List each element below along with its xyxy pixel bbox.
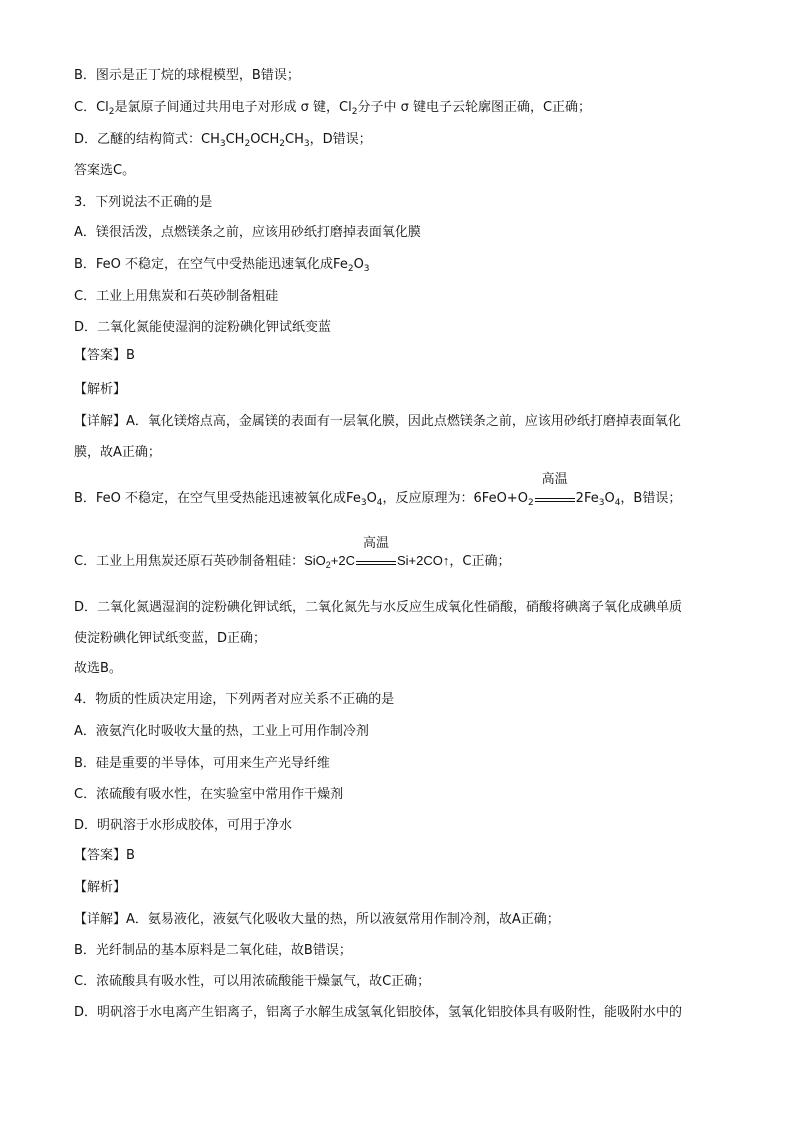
text: B．硅是重要的半导体，可用来生产光导纤维: [74, 756, 330, 771]
answer-line: [74, 161, 734, 181]
text: 【解析】: [74, 382, 127, 397]
subscript: 4: [614, 498, 621, 508]
question-title: [74, 690, 734, 710]
text: D．二氧化氮遇湿润的淀粉碘化钾试纸，二氧化氮先与水反应生成氧化性硝酸，硝酸将碘离子氧化成碘单质: [74, 600, 683, 615]
subscript: 3: [363, 264, 370, 274]
text: C．浓硫酸具有吸水性，可以用浓硫酸能干燥氯气，故C正确；: [74, 974, 431, 989]
text: 【详解】A．氨易液化，液氨气化吸收大量的热，所以液氨常用作制冷剂，故A正确；: [74, 912, 560, 927]
formula: [304, 535, 450, 570]
text: 膜，故A正确；: [74, 445, 161, 460]
equals-bar: [356, 561, 396, 565]
text-line: [74, 130, 734, 154]
text: A．液氨汽化时吸收大量的热，工业上可用作制冷剂: [74, 724, 369, 739]
text: 答案选C。: [74, 163, 136, 178]
text: 【详解】A．氧化镁熔点高，金属镁的表面有一层氧化膜，因此点燃镁条之前，应该用砂纸打磨掉表面氧化: [74, 414, 681, 429]
subscript: 2: [279, 139, 286, 149]
reaction-condition-sign: [535, 472, 575, 502]
text: O: [366, 491, 377, 506]
text: 故选B。: [74, 661, 122, 676]
text: Si+2CO↑: [396, 553, 450, 568]
text: D．二氧化氮能使湿润的淀粉碘化钾试纸变蓝: [74, 320, 332, 335]
text: CH: [225, 132, 245, 147]
text: OCH: [250, 132, 280, 147]
question-title: [74, 193, 734, 213]
subscript: 2: [527, 498, 534, 508]
option-b: [74, 754, 734, 774]
text-line: [74, 443, 734, 463]
text: ，D错误；: [309, 132, 372, 147]
text: 使淀粉碘化钾试纸变蓝，D正确；: [74, 631, 267, 646]
text: CH: [285, 132, 304, 147]
analysis-label: [74, 380, 734, 400]
option-b: [74, 255, 734, 279]
text: C．工业上用焦炭还原石英砂制备粗硅：: [74, 554, 305, 569]
subscript: 2: [347, 264, 354, 274]
reaction-condition: 高温: [541, 472, 568, 487]
text-line: [74, 941, 734, 961]
text: 是氯原子间通过共用电子对形成 σ 键，Cl: [114, 100, 352, 115]
text: 【解析】: [74, 880, 127, 895]
text: ，C正确；: [449, 554, 511, 569]
equation-line: [74, 472, 734, 513]
option-a: [74, 223, 734, 243]
text-line: [74, 910, 734, 930]
subscript: 3: [598, 498, 605, 508]
text: 3．下列说法不正确的是: [74, 195, 213, 210]
text: C．工业上用焦炭和石英砂制备粗硅: [74, 289, 279, 304]
equation-line: [74, 535, 734, 575]
text: 4．物质的性质决定用途，下列两者对应关系不正确的是: [74, 692, 395, 707]
subscript: 2: [351, 107, 358, 117]
text: SiO: [304, 553, 326, 568]
text-line: [74, 972, 734, 992]
subscript: 3: [360, 498, 367, 508]
answer-label: [74, 346, 734, 366]
text-line: [74, 66, 734, 86]
text: ，反应原理为：6FeO+O: [382, 491, 528, 506]
option-a: [74, 722, 734, 742]
text: C．浓硫酸有吸水性，在实验室中常用作干燥剂: [74, 787, 344, 802]
option-c: [74, 785, 734, 805]
text-line: [74, 629, 734, 649]
option-d: [74, 816, 734, 836]
reaction-condition: 高温: [362, 535, 389, 550]
equals-bar: [535, 498, 575, 502]
text: ，B错误；: [620, 491, 682, 506]
text-line: [74, 412, 734, 432]
text: D．明矾溶于水形成胶体，可用于净水: [74, 818, 293, 833]
text-line: [74, 1003, 734, 1023]
subscript: 2: [108, 107, 115, 117]
text: A．镁很活泼，点燃镁条之前，应该用砂纸打磨掉表面氧化膜: [74, 225, 421, 240]
reaction-condition-sign: [356, 535, 396, 565]
text: +2C: [330, 553, 355, 568]
text: 【答案】B: [74, 348, 135, 363]
analysis-label: [74, 878, 734, 898]
text: C．Cl: [74, 100, 109, 115]
text: B．光纤制品的基本原料是二氧化硅，故B错误；: [74, 943, 352, 958]
option-c: [74, 287, 734, 307]
subscript: 2: [244, 139, 251, 149]
text: 分子中 σ 键电子云轮廓图正确，C正确；: [357, 100, 592, 115]
text-line: [74, 659, 734, 679]
text: O: [604, 491, 615, 506]
subscript: 3: [303, 139, 310, 149]
subscript: 2: [325, 560, 331, 570]
text-line: [74, 98, 734, 122]
text-line: [74, 598, 734, 618]
option-d: [74, 318, 734, 338]
text: B．FeO 不稳定，在空气里受热能迅速被氧化成Fe: [74, 491, 361, 506]
subscript: 3: [219, 139, 226, 149]
text: D．明矾溶于水电离产生铝离子，铝离子水解生成氢氧化铝胶体，氢氧化铝胶体具有吸附性，能吸附水中的: [74, 1005, 683, 1020]
text: 2Fe: [575, 491, 599, 506]
answer-label: [74, 846, 734, 866]
text: D．乙醚的结构简式：CH: [74, 132, 220, 147]
text: B．图示是正丁烷的球棍模型，B错误；: [74, 68, 300, 83]
text: 【答案】B: [74, 848, 135, 863]
subscript: 4: [376, 498, 383, 508]
text: O: [353, 257, 364, 272]
text: B．FeO 不稳定，在空气中受热能迅速氧化成Fe: [74, 257, 348, 272]
